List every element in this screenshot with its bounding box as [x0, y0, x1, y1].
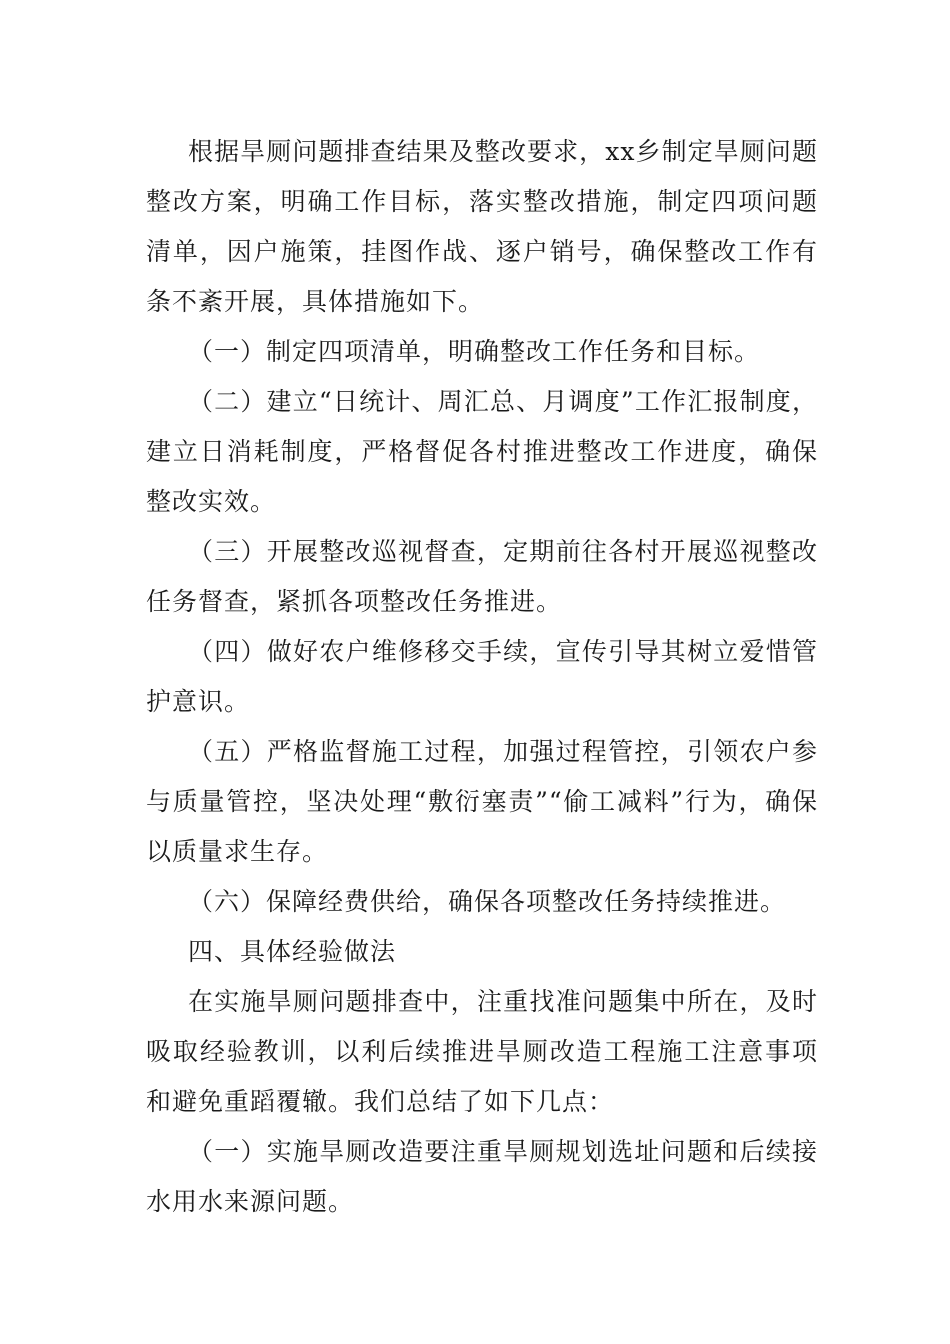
- paragraph-item-6: （六）保障经费供给，确保各项整改任务持续推进。: [188, 887, 787, 916]
- paragraph-item-5: （五）严格监督施工过程，加强过程管控，引领农户参与质量管控，坚决处理“敷衍塞责”“偷工减料”行为，确保以质量求生存。: [146, 737, 818, 866]
- paragraph-intro: 根据旱厕问题排查结果及整改要求，xx乡制定旱厕问题整改方案，明确工作目标，落实整改措施，制定四项问题清单，因户施策，挂图作战、逐户销号，确保整改工作有条不紊开展，具体措施如下。: [146, 137, 818, 316]
- paragraph-item-3: （三）开展整改巡视督查，定期前往各村开展巡视整改任务督查，紧抓各项整改任务推进。: [146, 537, 818, 616]
- section-heading: 四、具体经验做法: [188, 937, 397, 966]
- paragraph-experience-1: （一）实施旱厕改造要注重旱厕规划选址问题和后续接水用水来源问题。: [146, 1137, 818, 1216]
- paragraph-item-4: （四）做好农户维修移交手续，宣传引导其树立爱惜管护意识。: [146, 637, 818, 716]
- paragraph-experience-intro: 在实施旱厕问题排查中，注重找准问题集中所在，及时吸取经验教训，以利后续推进旱厕改造工程施工注意事项和避免重蹈覆辙。我们总结了如下几点：: [146, 987, 818, 1116]
- paragraph-item-1: （一）制定四项清单，明确整改工作任务和目标。: [188, 337, 761, 366]
- document-body: [146, 127, 818, 1227]
- paragraph-item-2: （二）建立“日统计、周汇总、月调度”工作汇报制度，建立日消耗制度，严格督促各村推进整改工作进度，确保整改实效。: [146, 387, 818, 516]
